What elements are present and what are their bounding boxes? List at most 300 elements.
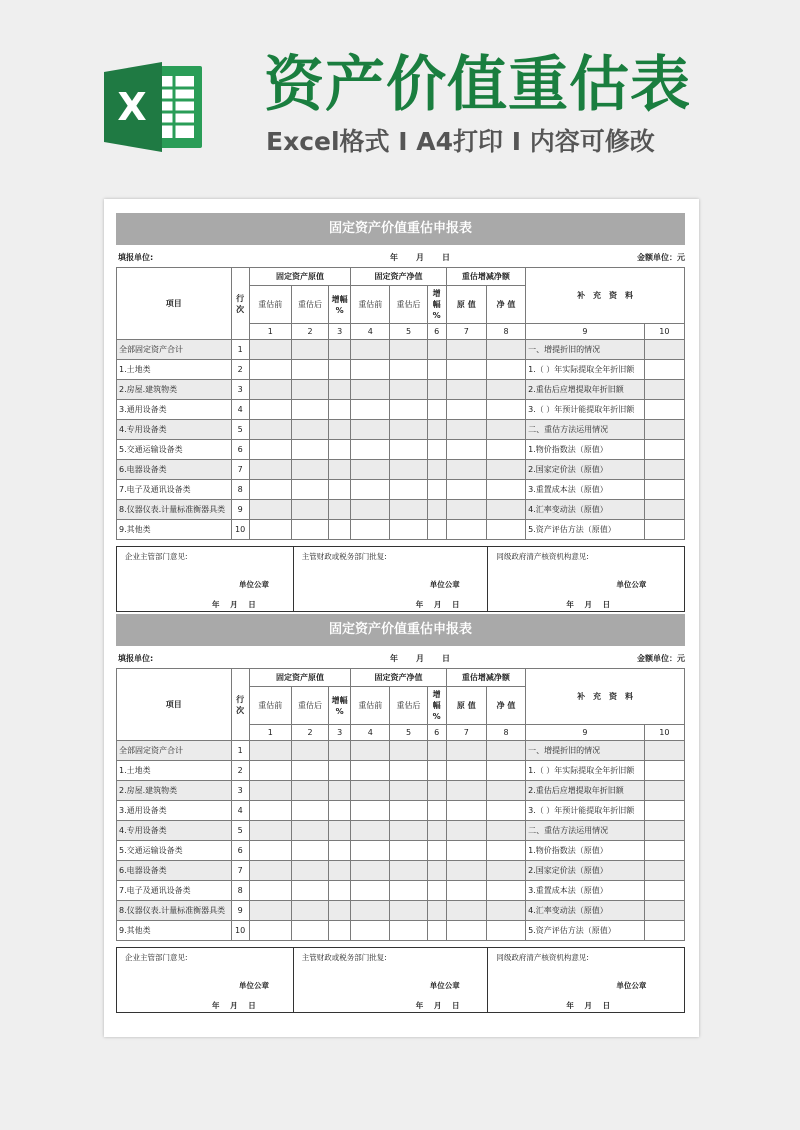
value-cell[interactable] [446, 841, 486, 861]
value-cell[interactable] [249, 420, 291, 440]
year-label: 年 [390, 654, 398, 663]
value-cell[interactable] [446, 901, 486, 921]
value-cell[interactable] [351, 340, 390, 360]
before-header: 重估前 [249, 286, 291, 324]
value-cell[interactable] [486, 500, 525, 520]
value-cell[interactable] [329, 340, 351, 360]
value-cell[interactable] [249, 761, 291, 781]
column-number: 7 [446, 725, 486, 741]
value-cell[interactable] [390, 480, 427, 500]
value-cell[interactable] [486, 821, 525, 841]
supplement-value-cell[interactable] [644, 781, 684, 801]
value-cell[interactable] [427, 901, 446, 921]
value-cell[interactable] [390, 520, 427, 540]
approval-box [488, 547, 684, 611]
table-row [117, 420, 685, 440]
value-cell[interactable] [351, 400, 390, 420]
value-cell[interactable] [446, 861, 486, 881]
row-number: 8 [231, 881, 249, 901]
supplement-value-cell[interactable] [644, 500, 684, 520]
row-label: 6.电器设备类 [117, 861, 232, 881]
value-cell[interactable] [351, 781, 390, 801]
row-label: 8.仪器仪表.计量标准衡器具类 [117, 500, 232, 520]
row-label: 2.房屋.建筑物类 [117, 380, 232, 400]
value-cell[interactable] [446, 480, 486, 500]
approval-box [488, 948, 684, 1012]
column-number: 9 [526, 324, 645, 340]
value-cell[interactable] [329, 741, 351, 761]
value-cell[interactable] [291, 440, 328, 460]
approval-box [294, 948, 489, 1012]
supplement-value-cell[interactable] [644, 360, 684, 380]
table-row [117, 901, 685, 921]
value-cell[interactable] [329, 380, 351, 400]
currency-unit-label: 金额单位：元 [637, 253, 685, 262]
value-cell[interactable] [249, 380, 291, 400]
supplement-value-cell[interactable] [644, 400, 684, 420]
value-cell[interactable] [291, 921, 328, 941]
fill-unit-label: 填报单位: [118, 253, 154, 262]
value-cell[interactable] [390, 841, 427, 861]
value-cell[interactable] [329, 500, 351, 520]
seal-label: 单位公章 [616, 981, 647, 990]
net-value-header: 固定资产净值 [351, 268, 447, 286]
form-section-1 [116, 213, 685, 612]
value-cell[interactable] [427, 520, 446, 540]
row-number: 2 [231, 360, 249, 380]
excel-icon [104, 60, 206, 154]
net-change-header: 重估增减净额 [446, 268, 525, 286]
after-header: 重估后 [291, 286, 328, 324]
value-cell[interactable] [291, 420, 328, 440]
value-cell[interactable] [249, 901, 291, 921]
value-cell[interactable] [486, 380, 525, 400]
table-row [117, 761, 685, 781]
column-number: 7 [446, 324, 486, 340]
approval-title: 企业主管部门意见: [125, 953, 188, 962]
value-cell[interactable] [446, 881, 486, 901]
approval-box [294, 547, 489, 611]
value-cell[interactable] [351, 841, 390, 861]
value-cell[interactable] [249, 360, 291, 380]
before-header: 重估前 [351, 286, 390, 324]
value-cell[interactable] [427, 480, 446, 500]
column-number: 9 [526, 725, 645, 741]
value-cell[interactable] [351, 480, 390, 500]
value-cell[interactable] [390, 500, 427, 520]
supplement-item: 一、增提折旧的情况 [526, 741, 645, 761]
table-row [117, 480, 685, 500]
value-cell[interactable] [446, 460, 486, 480]
value-cell[interactable] [427, 741, 446, 761]
value-cell[interactable] [390, 881, 427, 901]
column-number: 1 [249, 725, 291, 741]
value-cell[interactable] [486, 801, 525, 821]
after-header: 重估后 [390, 286, 427, 324]
value-cell[interactable] [291, 380, 328, 400]
form-info-row [116, 646, 685, 668]
net-value-sub-header: 净 值 [486, 286, 525, 324]
value-cell[interactable] [291, 741, 328, 761]
after-header: 重估后 [291, 687, 328, 725]
supplement-item: 3.（ ）年预计能提取年折旧额 [526, 400, 645, 420]
table-row [117, 921, 685, 941]
value-cell[interactable] [390, 901, 427, 921]
supplement-item: 1.物价指数法（原值） [526, 841, 645, 861]
approval-section [116, 947, 685, 1013]
value-cell[interactable] [329, 400, 351, 420]
column-number: 4 [351, 725, 390, 741]
approval-box [117, 547, 294, 611]
supplement-value-cell[interactable] [644, 821, 684, 841]
column-number: 3 [329, 725, 351, 741]
column-number: 6 [427, 725, 446, 741]
row-label: 7.电子及通讯设备类 [117, 480, 232, 500]
value-cell[interactable] [486, 460, 525, 480]
orig-value-header: 原 值 [446, 286, 486, 324]
value-cell[interactable] [446, 781, 486, 801]
value-cell[interactable] [291, 781, 328, 801]
seal-label: 单位公章 [616, 580, 647, 589]
value-cell[interactable] [291, 520, 328, 540]
value-cell[interactable] [291, 480, 328, 500]
value-cell[interactable] [351, 821, 390, 841]
value-cell[interactable] [249, 500, 291, 520]
value-cell[interactable] [329, 841, 351, 861]
value-cell[interactable] [486, 440, 525, 460]
net-value-sub-header: 净 值 [486, 687, 525, 725]
value-cell[interactable] [329, 921, 351, 941]
table-row [117, 400, 685, 420]
column-number: 6 [427, 324, 446, 340]
supplement-value-cell[interactable] [644, 480, 684, 500]
column-number: 5 [390, 725, 427, 741]
value-cell[interactable] [329, 881, 351, 901]
value-cell[interactable] [351, 801, 390, 821]
value-cell[interactable] [351, 881, 390, 901]
supplement-item: 1.物价指数法（原值） [526, 440, 645, 460]
value-cell[interactable] [329, 781, 351, 801]
value-cell[interactable] [249, 520, 291, 540]
row-label: 7.电子及通讯设备类 [117, 881, 232, 901]
value-cell[interactable] [390, 781, 427, 801]
supplement-item: 2.国家定价法（原值） [526, 460, 645, 480]
value-cell[interactable] [427, 400, 446, 420]
column-number: 2 [291, 324, 328, 340]
supplement-value-cell[interactable] [644, 460, 684, 480]
table-row [117, 520, 685, 540]
row-number: 8 [231, 480, 249, 500]
column-number: 3 [329, 324, 351, 340]
value-cell[interactable] [486, 741, 525, 761]
value-cell[interactable] [446, 380, 486, 400]
value-cell[interactable] [446, 420, 486, 440]
value-cell[interactable] [249, 460, 291, 480]
value-cell[interactable] [486, 781, 525, 801]
value-cell[interactable] [291, 460, 328, 480]
supplement-value-cell[interactable] [644, 861, 684, 881]
value-cell[interactable] [291, 881, 328, 901]
value-cell[interactable] [351, 460, 390, 480]
table-row [117, 881, 685, 901]
row-number: 6 [231, 841, 249, 861]
row-number: 5 [231, 420, 249, 440]
row-number: 7 [231, 460, 249, 480]
value-cell[interactable] [390, 460, 427, 480]
approval-title: 同级政府清产核资机构意见: [496, 552, 589, 561]
column-number: 1 [249, 324, 291, 340]
supplement-item: 一、增提折旧的情况 [526, 340, 645, 360]
form-info-row [116, 245, 685, 267]
row-number: 5 [231, 821, 249, 841]
value-cell[interactable] [249, 340, 291, 360]
value-cell[interactable] [427, 801, 446, 821]
table-row [117, 821, 685, 841]
value-cell[interactable] [291, 500, 328, 520]
value-cell[interactable] [390, 440, 427, 460]
supplement-value-cell[interactable] [644, 761, 684, 781]
line-no-header: 行 次 [231, 268, 249, 340]
value-cell[interactable] [446, 821, 486, 841]
value-cell[interactable] [486, 761, 525, 781]
value-cell[interactable] [486, 861, 525, 881]
value-cell[interactable] [351, 901, 390, 921]
increase-pct-header: 增幅 % [329, 286, 351, 324]
value-cell[interactable] [390, 921, 427, 941]
value-cell[interactable] [329, 360, 351, 380]
supplement-value-cell[interactable] [644, 901, 684, 921]
value-cell[interactable] [329, 520, 351, 540]
value-cell[interactable] [427, 881, 446, 901]
row-label: 3.通用设备类 [117, 400, 232, 420]
value-cell[interactable] [249, 801, 291, 821]
supplement-item: 5.资产评估方法（原值） [526, 520, 645, 540]
value-cell[interactable] [291, 360, 328, 380]
day-label: 日 [442, 654, 450, 663]
after-header: 重估后 [390, 687, 427, 725]
value-cell[interactable] [351, 380, 390, 400]
row-label: 5.交通运输设备类 [117, 841, 232, 861]
value-cell[interactable] [291, 340, 328, 360]
supplement-value-cell[interactable] [644, 921, 684, 941]
value-cell[interactable] [291, 841, 328, 861]
table-row [117, 861, 685, 881]
value-cell[interactable] [446, 741, 486, 761]
value-cell[interactable] [446, 761, 486, 781]
value-cell[interactable] [446, 340, 486, 360]
value-cell[interactable] [427, 420, 446, 440]
value-cell[interactable] [446, 440, 486, 460]
value-cell[interactable] [427, 821, 446, 841]
value-cell[interactable] [390, 420, 427, 440]
value-cell[interactable] [486, 881, 525, 901]
row-label: 2.房屋.建筑物类 [117, 781, 232, 801]
original-value-header: 固定资产原值 [249, 669, 351, 687]
supplement-item: 1.（ ）年实际提取全年折旧额 [526, 761, 645, 781]
value-cell[interactable] [486, 420, 525, 440]
value-cell[interactable] [486, 360, 525, 380]
value-cell[interactable] [427, 460, 446, 480]
value-cell[interactable] [249, 781, 291, 801]
before-header: 重估前 [249, 687, 291, 725]
supplement-value-cell[interactable] [644, 380, 684, 400]
table-row [117, 440, 685, 460]
value-cell[interactable] [329, 420, 351, 440]
supplement-value-cell[interactable] [644, 520, 684, 540]
table-row [117, 781, 685, 801]
value-cell[interactable] [486, 921, 525, 941]
approval-title: 主管财政或税务部门批复: [301, 552, 387, 561]
value-cell[interactable] [390, 821, 427, 841]
value-cell[interactable] [390, 340, 427, 360]
approval-section [116, 546, 685, 612]
row-number: 10 [231, 520, 249, 540]
value-cell[interactable] [427, 340, 446, 360]
value-cell[interactable] [249, 741, 291, 761]
supplement-item: 5.资产评估方法（原值） [526, 921, 645, 941]
value-cell[interactable] [291, 861, 328, 881]
supplement-item: 2.国家定价法（原值） [526, 861, 645, 881]
approval-box [117, 948, 294, 1012]
supplement-item: 2.重估后应增提取年折旧额 [526, 380, 645, 400]
supplement-value-cell[interactable] [644, 340, 684, 360]
value-cell[interactable] [390, 801, 427, 821]
value-cell[interactable] [249, 480, 291, 500]
supplement-item: 2.重估后应增提取年折旧额 [526, 781, 645, 801]
seal-label: 单位公章 [239, 981, 269, 990]
value-cell[interactable] [446, 360, 486, 380]
value-cell[interactable] [486, 340, 525, 360]
supplement-value-cell[interactable] [644, 420, 684, 440]
value-cell[interactable] [427, 841, 446, 861]
value-cell[interactable] [329, 440, 351, 460]
row-label: 4.专用设备类 [117, 420, 232, 440]
supplement-value-cell[interactable] [644, 741, 684, 761]
supplement-value-cell[interactable] [644, 881, 684, 901]
table-row [117, 500, 685, 520]
value-cell[interactable] [351, 520, 390, 540]
value-cell[interactable] [446, 520, 486, 540]
value-cell[interactable] [486, 901, 525, 921]
row-label: 5.交通运输设备类 [117, 440, 232, 460]
value-cell[interactable] [351, 420, 390, 440]
day-label: 日 [442, 253, 450, 262]
value-cell[interactable] [446, 500, 486, 520]
value-cell[interactable] [291, 761, 328, 781]
value-cell[interactable] [351, 861, 390, 881]
value-cell[interactable] [390, 861, 427, 881]
value-cell[interactable] [486, 520, 525, 540]
row-number: 9 [231, 500, 249, 520]
value-cell[interactable] [486, 400, 525, 420]
value-cell[interactable] [427, 921, 446, 941]
column-number: 2 [291, 725, 328, 741]
supplement-value-cell[interactable] [644, 801, 684, 821]
supplement-value-cell[interactable] [644, 841, 684, 861]
value-cell[interactable] [329, 901, 351, 921]
value-cell[interactable] [427, 761, 446, 781]
value-cell[interactable] [390, 360, 427, 380]
value-cell[interactable] [291, 901, 328, 921]
row-label: 全部固定资产合计 [117, 741, 232, 761]
value-cell[interactable] [291, 801, 328, 821]
row-number: 1 [231, 741, 249, 761]
value-cell[interactable] [329, 801, 351, 821]
value-cell[interactable] [390, 400, 427, 420]
column-number: 8 [486, 324, 525, 340]
value-cell[interactable] [390, 380, 427, 400]
value-cell[interactable] [249, 821, 291, 841]
supplement-item: 3.重置成本法（原值） [526, 881, 645, 901]
row-label: 9.其他类 [117, 921, 232, 941]
approval-title: 企业主管部门意见: [125, 552, 188, 561]
supplement-item: 二、重估方法运用情况 [526, 821, 645, 841]
row-label: 6.电器设备类 [117, 460, 232, 480]
item-header: 项目 [117, 669, 232, 741]
value-cell[interactable] [427, 500, 446, 520]
value-cell[interactable] [390, 741, 427, 761]
month-label: 月 [416, 654, 424, 663]
value-cell[interactable] [249, 881, 291, 901]
value-cell[interactable] [351, 440, 390, 460]
value-cell[interactable] [446, 921, 486, 941]
value-cell[interactable] [446, 400, 486, 420]
original-value-header: 固定资产原值 [249, 268, 351, 286]
value-cell[interactable] [486, 480, 525, 500]
value-cell[interactable] [249, 861, 291, 881]
row-label: 3.通用设备类 [117, 801, 232, 821]
value-cell[interactable] [249, 921, 291, 941]
value-cell[interactable] [427, 861, 446, 881]
value-cell[interactable] [249, 440, 291, 460]
value-cell[interactable] [329, 861, 351, 881]
date-label: 年 月 日 [212, 600, 256, 609]
value-cell[interactable] [427, 781, 446, 801]
value-cell[interactable] [249, 400, 291, 420]
value-cell[interactable] [291, 400, 328, 420]
row-number: 6 [231, 440, 249, 460]
value-cell[interactable] [329, 821, 351, 841]
approval-title: 同级政府清产核资机构意见: [496, 953, 589, 962]
value-cell[interactable] [351, 741, 390, 761]
fill-unit-label: 填报单位: [118, 654, 154, 663]
value-cell[interactable] [390, 761, 427, 781]
value-cell[interactable] [329, 480, 351, 500]
column-number: 5 [390, 324, 427, 340]
value-cell[interactable] [351, 921, 390, 941]
value-cell[interactable] [427, 360, 446, 380]
supplement-value-cell[interactable] [644, 440, 684, 460]
value-cell[interactable] [329, 761, 351, 781]
row-number: 10 [231, 921, 249, 941]
value-cell[interactable] [351, 360, 390, 380]
value-cell[interactable] [329, 460, 351, 480]
approval-title: 主管财政或税务部门批复: [301, 953, 387, 962]
value-cell[interactable] [249, 841, 291, 861]
line-no-header: 行 次 [231, 669, 249, 741]
table-row [117, 360, 685, 380]
table-row [117, 460, 685, 480]
value-cell[interactable] [291, 821, 328, 841]
table-row [117, 741, 685, 761]
increase-pct-header: 增 幅 % [427, 687, 446, 725]
value-cell[interactable] [486, 841, 525, 861]
value-cell[interactable] [351, 500, 390, 520]
value-cell[interactable] [446, 801, 486, 821]
value-cell[interactable] [427, 380, 446, 400]
value-cell[interactable] [427, 440, 446, 460]
value-cell[interactable] [351, 761, 390, 781]
